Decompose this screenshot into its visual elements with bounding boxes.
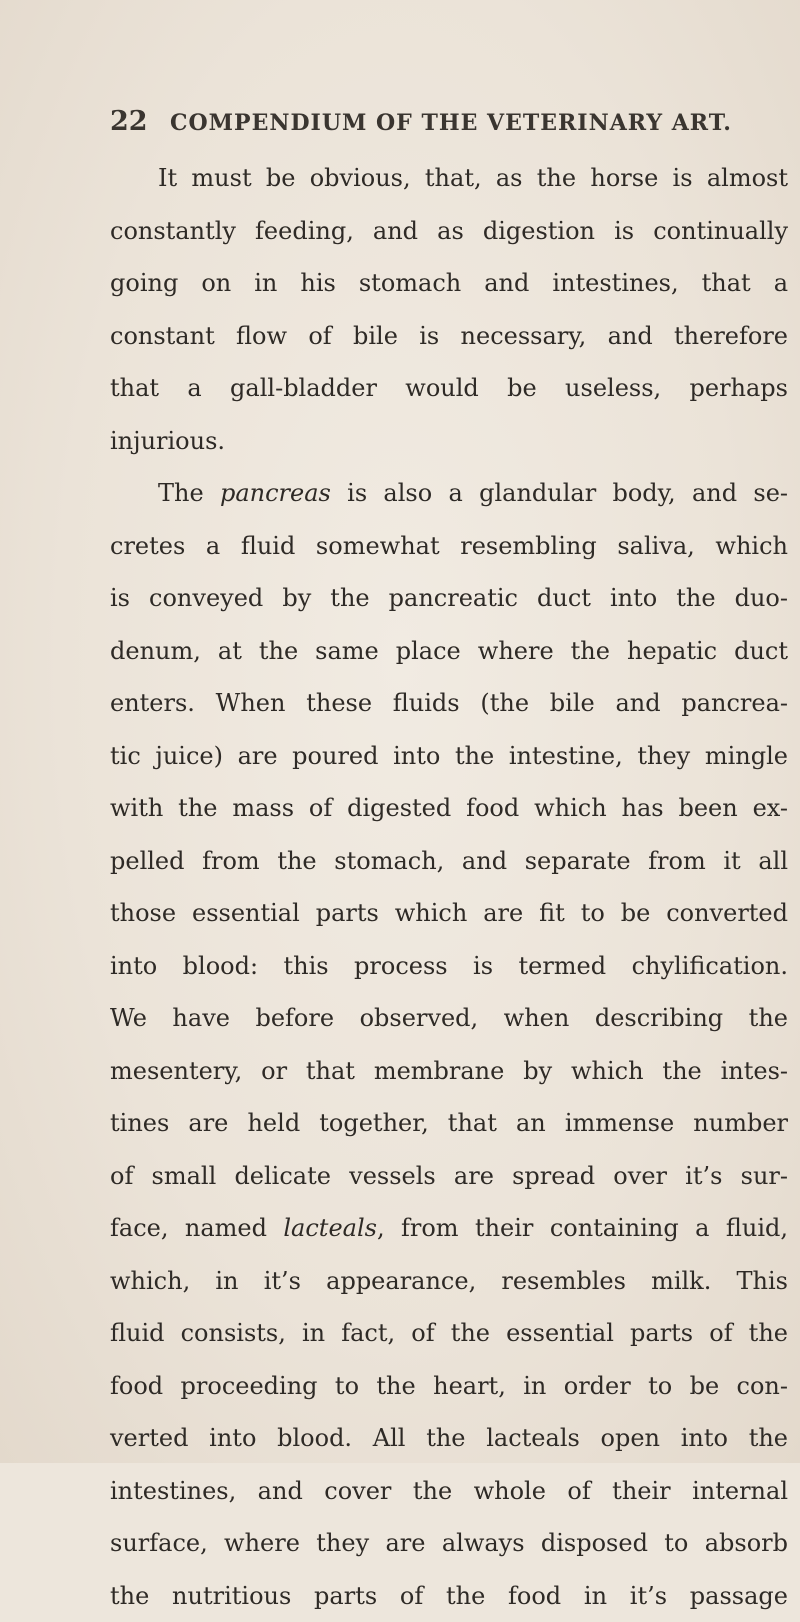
text-line: surface, where they are always disposed to absorb xyxy=(110,1517,788,1570)
text-line: verted into blood. All the lacteals open into the xyxy=(110,1412,788,1465)
text-line: the nutritious parts of the food in it’s passage xyxy=(110,1570,788,1622)
text-line: cretes a fluid somewhat resembling saliva, which xyxy=(110,520,788,573)
text-line: fluid consists, in fact, of the essential parts of the xyxy=(110,1307,788,1360)
text-fragment: The xyxy=(158,479,220,507)
text-line: going on in his stomach and intestines, that a xyxy=(110,257,788,310)
text-line: enters. When these fluids (the bile and pancrea- xyxy=(110,677,788,730)
text-line: It must be obvious, that, as the horse is almost xyxy=(110,152,788,205)
text-line: constant flow of bile is necessary, and therefore xyxy=(110,310,788,363)
text-line: is conveyed by the pancreatic duct into the duo- xyxy=(110,572,788,625)
text-line: which, in it’s appearance, resembles milk. This xyxy=(110,1255,788,1308)
text-line xyxy=(110,1202,788,1255)
text-line xyxy=(110,467,788,520)
text-line: We have before observed, when describing the xyxy=(110,992,788,1045)
running-header xyxy=(110,106,800,146)
text-line: food proceeding to the heart, in order to be con- xyxy=(110,1360,788,1413)
text-line: tines are held together, that an immense number xyxy=(110,1097,788,1150)
text-line: those essential parts which are fit to be converted xyxy=(110,887,788,940)
italic-term-lacteals: lacteals xyxy=(283,1214,377,1242)
text-fragment: face, named xyxy=(110,1214,283,1242)
text-fragment: , from their containing a fluid, xyxy=(377,1214,788,1242)
text-line: constantly feeding, and as digestion is continually xyxy=(110,205,788,258)
text-line: of small delicate vessels are spread over it’s sur- xyxy=(110,1150,788,1203)
text-line: into blood: this process is termed chylification. xyxy=(110,940,788,993)
page-number: 22 xyxy=(110,106,170,137)
text-fragment: is also a glandular body, and se- xyxy=(331,479,788,507)
body-text xyxy=(110,152,788,1272)
text-line: mesentery, or that membrane by which the intes- xyxy=(110,1045,788,1098)
running-title: COMPENDIUM OF THE VETERINARY ART. xyxy=(170,110,732,136)
text-line: that a gall-bladder would be useless, perhaps xyxy=(110,362,788,415)
text-line: tic juice) are poured into the intestine, they mingle xyxy=(110,730,788,783)
text-line: with the mass of digested food which has been ex- xyxy=(110,782,788,835)
text-line: intestines, and cover the whole of their internal xyxy=(110,1465,788,1518)
text-line: denum, at the same place where the hepatic duct xyxy=(110,625,788,678)
text-line: pelled from the stomach, and separate from it all xyxy=(110,835,788,888)
italic-term-pancreas: pancreas xyxy=(220,479,331,507)
text-line: injurious. xyxy=(110,415,788,468)
